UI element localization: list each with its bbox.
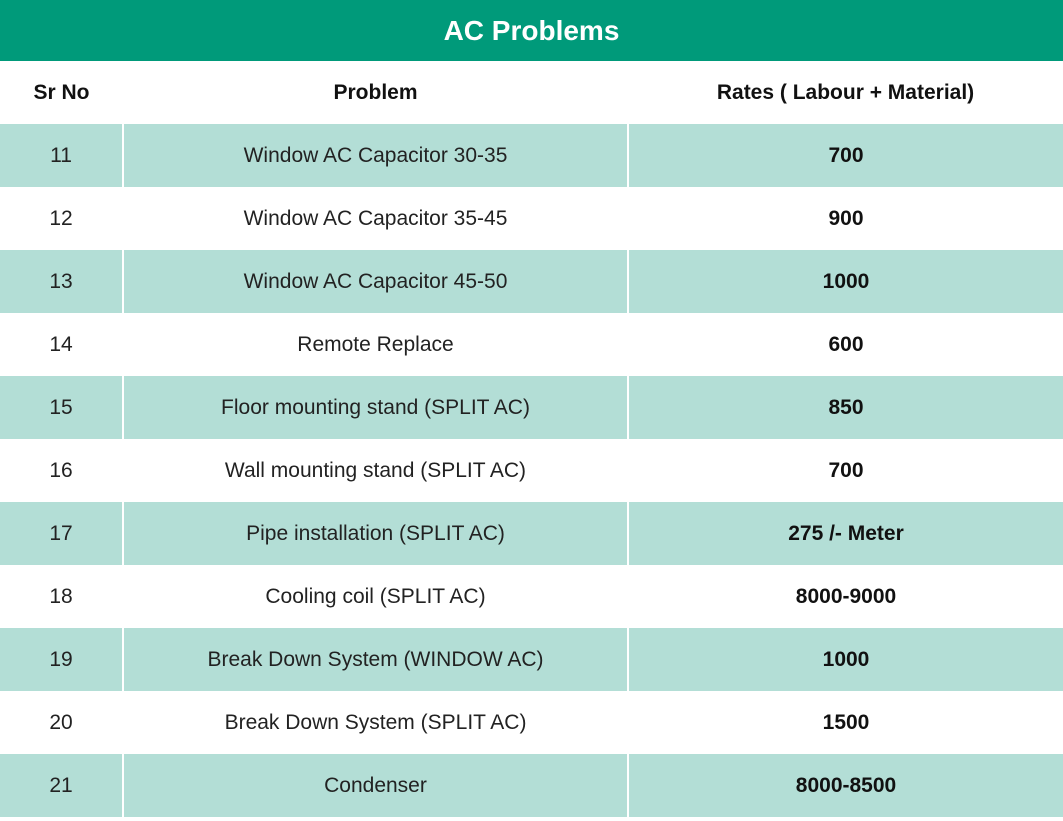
cell-problem: Remote Replace: [123, 313, 628, 376]
cell-problem: Window AC Capacitor 45-50: [123, 250, 628, 313]
cell-sr-no: 15: [0, 376, 123, 439]
table-row: [0, 376, 1063, 439]
column-header-problem: Problem: [123, 61, 628, 124]
table-row: [0, 628, 1063, 691]
table-row: [0, 250, 1063, 313]
table-row: [0, 565, 1063, 628]
table-row: [0, 439, 1063, 502]
table-row: [0, 502, 1063, 565]
cell-sr-no: 11: [0, 124, 123, 187]
cell-problem: Pipe installation (SPLIT AC): [123, 502, 628, 565]
cell-rate: 8000-9000: [628, 565, 1063, 628]
table-row: [0, 124, 1063, 187]
column-header-rates: Rates ( Labour + Material): [628, 61, 1063, 124]
cell-rate: 1500: [628, 691, 1063, 754]
cell-rate: 700: [628, 124, 1063, 187]
cell-problem: Window AC Capacitor 35-45: [123, 187, 628, 250]
cell-rate: 700: [628, 439, 1063, 502]
cell-sr-no: 12: [0, 187, 123, 250]
cell-sr-no: 21: [0, 754, 123, 817]
cell-sr-no: 20: [0, 691, 123, 754]
cell-rate: 275 /- Meter: [628, 502, 1063, 565]
cell-sr-no: 16: [0, 439, 123, 502]
table-row: [0, 313, 1063, 376]
table-row: [0, 754, 1063, 817]
cell-rate: 8000-8500: [628, 754, 1063, 817]
table-title: AC Problems: [0, 0, 1063, 61]
price-table: [0, 61, 1063, 817]
cell-problem: Break Down System (WINDOW AC): [123, 628, 628, 691]
cell-sr-no: 17: [0, 502, 123, 565]
cell-sr-no: 19: [0, 628, 123, 691]
table-row: [0, 691, 1063, 754]
cell-rate: 600: [628, 313, 1063, 376]
cell-problem: Cooling coil (SPLIT AC): [123, 565, 628, 628]
table-row: [0, 187, 1063, 250]
header-row: [0, 61, 1063, 124]
cell-problem: Condenser: [123, 754, 628, 817]
cell-problem: Break Down System (SPLIT AC): [123, 691, 628, 754]
cell-rate: 900: [628, 187, 1063, 250]
cell-problem: Wall mounting stand (SPLIT AC): [123, 439, 628, 502]
cell-problem: Floor mounting stand (SPLIT AC): [123, 376, 628, 439]
column-header-sr-no: Sr No: [0, 61, 123, 124]
cell-problem: Window AC Capacitor 30-35: [123, 124, 628, 187]
cell-sr-no: 14: [0, 313, 123, 376]
cell-rate: 1000: [628, 628, 1063, 691]
cell-rate: 1000: [628, 250, 1063, 313]
cell-sr-no: 13: [0, 250, 123, 313]
cell-rate: 850: [628, 376, 1063, 439]
cell-sr-no: 18: [0, 565, 123, 628]
